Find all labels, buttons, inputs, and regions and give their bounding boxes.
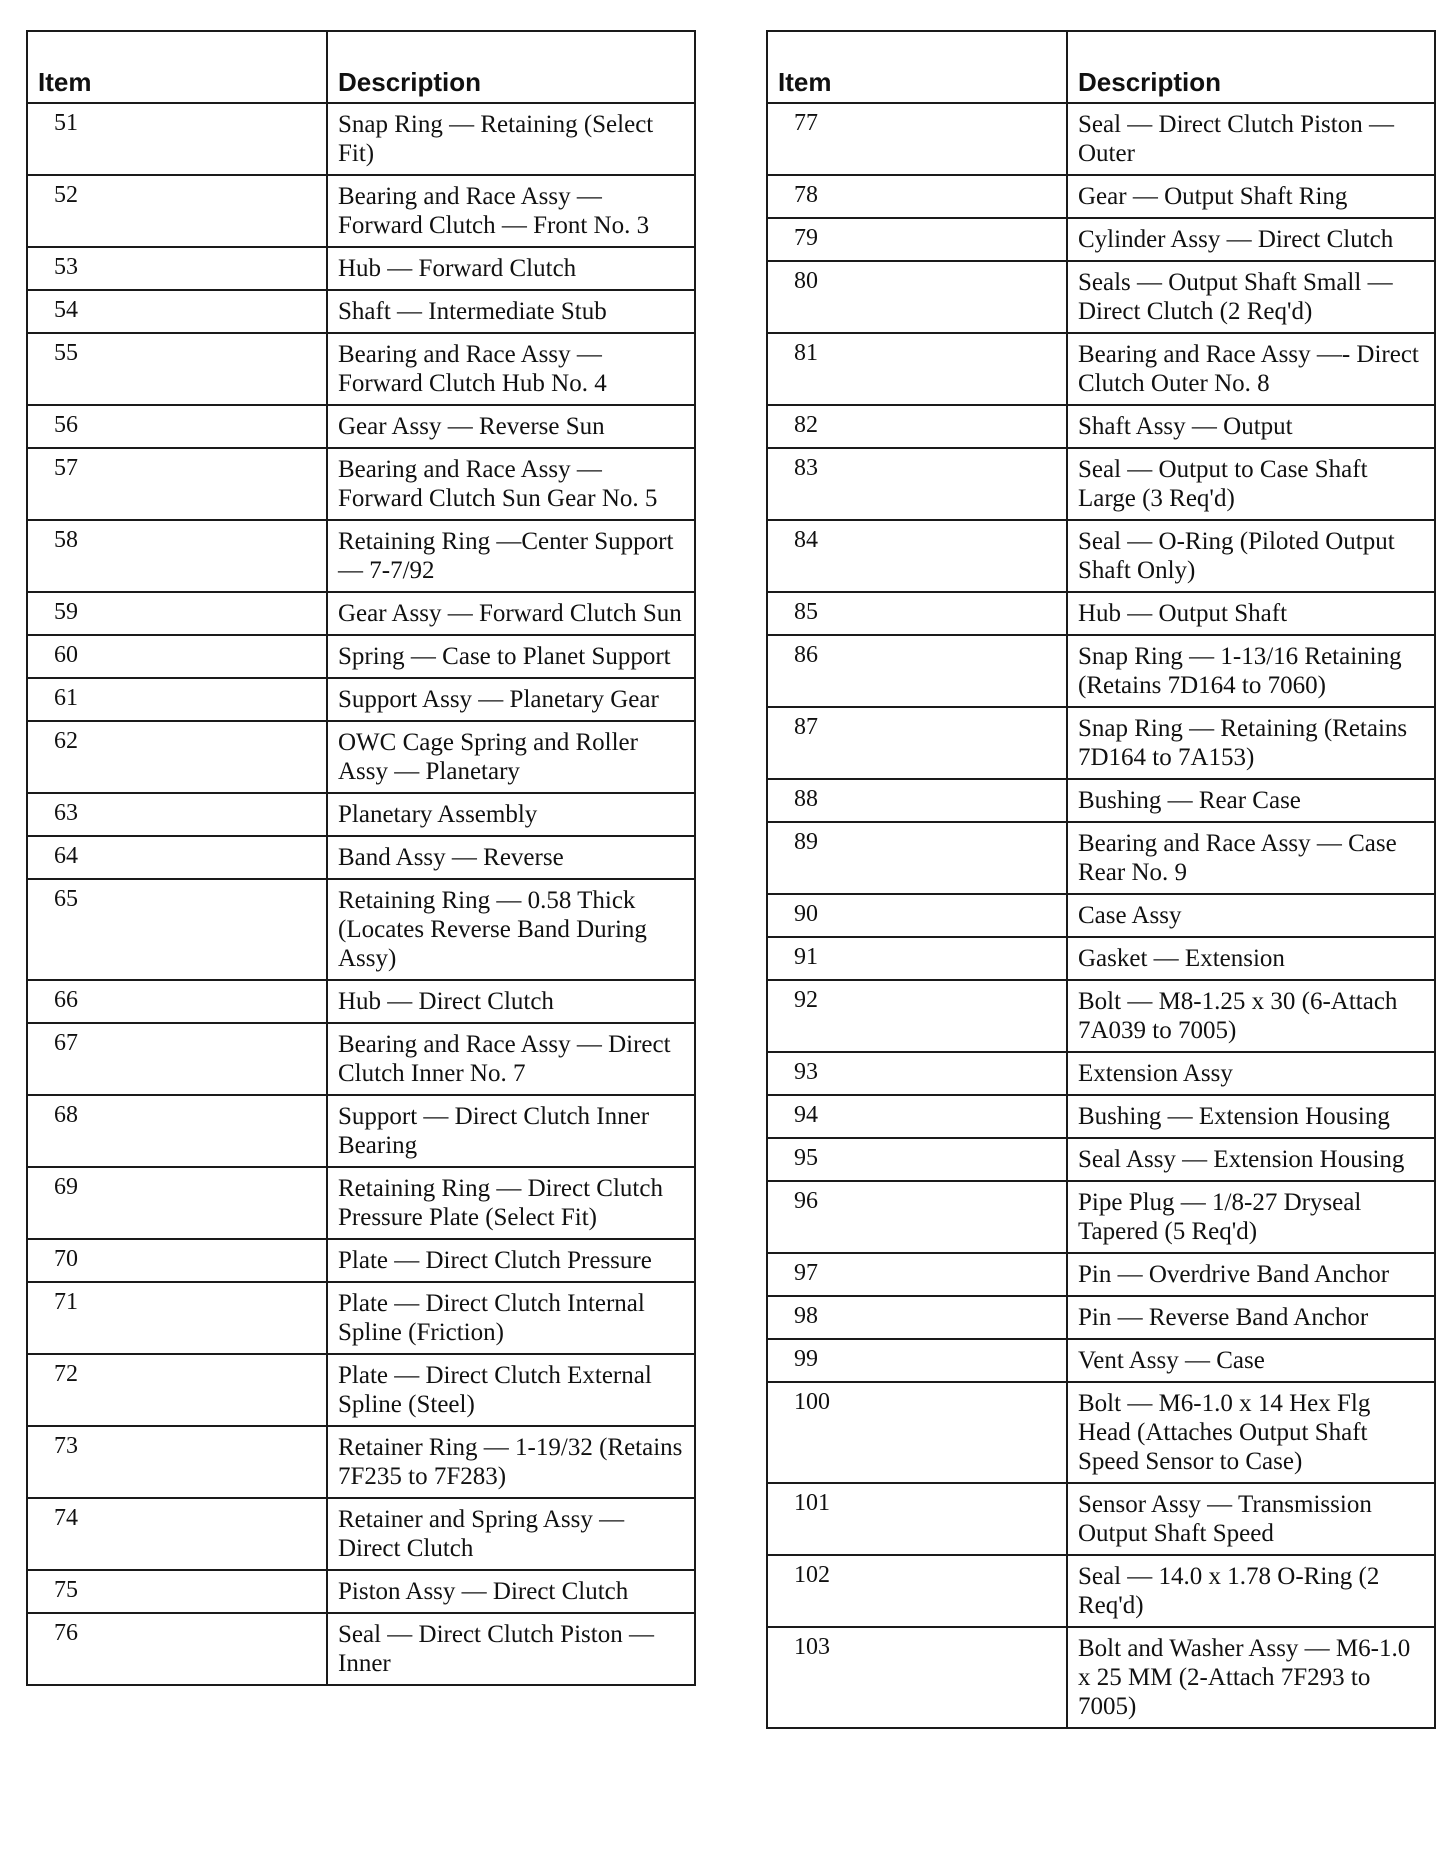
- table-row: [27, 1095, 695, 1167]
- item-number: 75: [27, 1570, 327, 1613]
- item-description: Seal — O-Ring (Piloted Output Shaft Only): [1067, 520, 1435, 592]
- table-row: [767, 218, 1435, 261]
- table-header-row: [767, 31, 1435, 103]
- item-number: 76: [27, 1613, 327, 1685]
- item-number: 61: [27, 678, 327, 721]
- table-row: [767, 822, 1435, 894]
- item-number: 92: [767, 980, 1067, 1052]
- item-description: Shaft Assy — Output: [1067, 405, 1435, 448]
- table-row: [767, 1052, 1435, 1095]
- item-description: Bushing — Extension Housing: [1067, 1095, 1435, 1138]
- column-header-description: Description: [327, 31, 695, 103]
- table-row: [27, 247, 695, 290]
- table-body: [767, 103, 1435, 1728]
- item-description: Pin — Reverse Band Anchor: [1067, 1296, 1435, 1339]
- item-description: Support Assy — Planetary Gear: [327, 678, 695, 721]
- column-header-item: Item: [767, 31, 1067, 103]
- item-number: 62: [27, 721, 327, 793]
- item-number: 95: [767, 1138, 1067, 1181]
- table-row: [27, 333, 695, 405]
- parts-table-right: [766, 30, 1436, 1729]
- table-row: [767, 103, 1435, 175]
- item-description: Cylinder Assy — Direct Clutch: [1067, 218, 1435, 261]
- item-description: Support — Direct Clutch Inner Bearing: [327, 1095, 695, 1167]
- item-number: 66: [27, 980, 327, 1023]
- item-description: Bearing and Race Assy — Forward Clutch Hub No. 4: [327, 333, 695, 405]
- item-description: Band Assy — Reverse: [327, 836, 695, 879]
- item-number: 87: [767, 707, 1067, 779]
- item-description: Snap Ring — Retaining (Retains 7D164 to 7A153): [1067, 707, 1435, 779]
- item-description: Seal — Output to Case Shaft Large (3 Req'd): [1067, 448, 1435, 520]
- table-row: [767, 448, 1435, 520]
- item-description: Sensor Assy — Transmission Output Shaft Speed: [1067, 1483, 1435, 1555]
- parts-table: [26, 30, 696, 1686]
- table-row: [27, 290, 695, 333]
- table-row: [767, 937, 1435, 980]
- item-number: 90: [767, 894, 1067, 937]
- item-description: Retaining Ring — 0.58 Thick (Locates Reverse Band During Assy): [327, 879, 695, 980]
- table-row: [27, 635, 695, 678]
- item-number: 94: [767, 1095, 1067, 1138]
- item-description: Piston Assy — Direct Clutch: [327, 1570, 695, 1613]
- item-number: 60: [27, 635, 327, 678]
- item-description: Seal Assy — Extension Housing: [1067, 1138, 1435, 1181]
- item-description: Hub — Direct Clutch: [327, 980, 695, 1023]
- item-description: Hub — Output Shaft: [1067, 592, 1435, 635]
- table-row: [767, 779, 1435, 822]
- item-number: 79: [767, 218, 1067, 261]
- item-description: Bushing — Rear Case: [1067, 779, 1435, 822]
- item-number: 85: [767, 592, 1067, 635]
- item-description: Gasket — Extension: [1067, 937, 1435, 980]
- item-number: 69: [27, 1167, 327, 1239]
- table-row: [767, 1296, 1435, 1339]
- table-row: [27, 678, 695, 721]
- item-description: Gear — Output Shaft Ring: [1067, 175, 1435, 218]
- item-description: Snap Ring — Retaining (Select Fit): [327, 103, 695, 175]
- item-number: 53: [27, 247, 327, 290]
- item-description: Bolt — M8-1.25 x 30 (6-Attach 7A039 to 7005): [1067, 980, 1435, 1052]
- table-row: [767, 261, 1435, 333]
- item-number: 86: [767, 635, 1067, 707]
- table-row: [27, 1498, 695, 1570]
- item-number: 51: [27, 103, 327, 175]
- item-number: 78: [767, 175, 1067, 218]
- item-description: OWC Cage Spring and Roller Assy — Planetary: [327, 721, 695, 793]
- table-row: [767, 1095, 1435, 1138]
- item-description: Seal — 14.0 x 1.78 O-Ring (2 Req'd): [1067, 1555, 1435, 1627]
- item-number: 100: [767, 1382, 1067, 1483]
- table-row: [767, 1483, 1435, 1555]
- item-number: 89: [767, 822, 1067, 894]
- table-row: [27, 980, 695, 1023]
- table-row: [27, 1613, 695, 1685]
- item-description: Extension Assy: [1067, 1052, 1435, 1095]
- item-description: Retaining Ring —Center Support — 7-7/92: [327, 520, 695, 592]
- item-number: 101: [767, 1483, 1067, 1555]
- item-number: 96: [767, 1181, 1067, 1253]
- item-number: 99: [767, 1339, 1067, 1382]
- item-number: 67: [27, 1023, 327, 1095]
- item-number: 74: [27, 1498, 327, 1570]
- item-description: Seals — Output Shaft Small — Direct Clutch (2 Req'd): [1067, 261, 1435, 333]
- item-number: 84: [767, 520, 1067, 592]
- table-row: [27, 405, 695, 448]
- table-row: [27, 879, 695, 980]
- table-row: [767, 707, 1435, 779]
- table-row: [27, 1167, 695, 1239]
- item-number: 65: [27, 879, 327, 980]
- item-number: 81: [767, 333, 1067, 405]
- table-row: [767, 405, 1435, 448]
- table-row: [767, 1253, 1435, 1296]
- table-row: [27, 1023, 695, 1095]
- item-description: Case Assy: [1067, 894, 1435, 937]
- table-row: [27, 103, 695, 175]
- item-number: 57: [27, 448, 327, 520]
- table-row: [767, 1555, 1435, 1627]
- item-description: Retainer and Spring Assy — Direct Clutch: [327, 1498, 695, 1570]
- item-number: 97: [767, 1253, 1067, 1296]
- item-number: 52: [27, 175, 327, 247]
- item-description: Bolt and Washer Assy — M6-1.0 x 25 MM (2-Attach 7F293 to 7005): [1067, 1627, 1435, 1728]
- item-number: 91: [767, 937, 1067, 980]
- item-description: Plate — Direct Clutch Pressure: [327, 1239, 695, 1282]
- column-header-description: Description: [1067, 31, 1435, 103]
- item-description: Seal — Direct Clutch Piston — Inner: [327, 1613, 695, 1685]
- item-number: 63: [27, 793, 327, 836]
- table-row: [27, 448, 695, 520]
- table-row: [767, 1138, 1435, 1181]
- item-number: 56: [27, 405, 327, 448]
- item-number: 77: [767, 103, 1067, 175]
- item-number: 55: [27, 333, 327, 405]
- table-row: [27, 520, 695, 592]
- item-description: Bearing and Race Assy — Forward Clutch Sun Gear No. 5: [327, 448, 695, 520]
- item-description: Retaining Ring — Direct Clutch Pressure Plate (Select Fit): [327, 1167, 695, 1239]
- item-number: 98: [767, 1296, 1067, 1339]
- table-row: [767, 1627, 1435, 1728]
- item-number: 58: [27, 520, 327, 592]
- item-description: Bearing and Race Assy — Direct Clutch Inner No. 7: [327, 1023, 695, 1095]
- table-row: [767, 520, 1435, 592]
- item-description: Hub — Forward Clutch: [327, 247, 695, 290]
- table-row: [27, 836, 695, 879]
- table-row: [767, 980, 1435, 1052]
- item-description: Bearing and Race Assy —- Direct Clutch Outer No. 8: [1067, 333, 1435, 405]
- item-description: Plate — Direct Clutch Internal Spline (Friction): [327, 1282, 695, 1354]
- item-description: Pipe Plug — 1/8-27 Dryseal Tapered (5 Req'd): [1067, 1181, 1435, 1253]
- table-row: [767, 1339, 1435, 1382]
- item-description: Spring — Case to Planet Support: [327, 635, 695, 678]
- column-header-item: Item: [27, 31, 327, 103]
- table-row: [767, 635, 1435, 707]
- table-row: [27, 592, 695, 635]
- table-row: [27, 175, 695, 247]
- item-number: 83: [767, 448, 1067, 520]
- table-row: [27, 1239, 695, 1282]
- item-number: 71: [27, 1282, 327, 1354]
- item-description: Retainer Ring — 1-19/32 (Retains 7F235 to 7F283): [327, 1426, 695, 1498]
- item-number: 59: [27, 592, 327, 635]
- item-number: 68: [27, 1095, 327, 1167]
- item-description: Gear Assy — Reverse Sun: [327, 405, 695, 448]
- table-row: [27, 1282, 695, 1354]
- table-row: [27, 1570, 695, 1613]
- item-description: Bearing and Race Assy — Forward Clutch — Front No. 3: [327, 175, 695, 247]
- item-number: 103: [767, 1627, 1067, 1728]
- table-row: [767, 592, 1435, 635]
- table-row: [27, 1354, 695, 1426]
- item-description: Plate — Direct Clutch External Spline (Steel): [327, 1354, 695, 1426]
- item-number: 64: [27, 836, 327, 879]
- item-description: Pin — Overdrive Band Anchor: [1067, 1253, 1435, 1296]
- item-number: 72: [27, 1354, 327, 1426]
- item-description: Snap Ring — 1-13/16 Retaining (Retains 7D164 to 7060): [1067, 635, 1435, 707]
- item-number: 88: [767, 779, 1067, 822]
- item-description: Vent Assy — Case: [1067, 1339, 1435, 1382]
- table-row: [27, 793, 695, 836]
- item-number: 54: [27, 290, 327, 333]
- item-description: Bearing and Race Assy — Case Rear No. 9: [1067, 822, 1435, 894]
- table-row: [27, 1426, 695, 1498]
- parts-table-left: [26, 30, 696, 1686]
- item-number: 70: [27, 1239, 327, 1282]
- item-description: Planetary Assembly: [327, 793, 695, 836]
- item-description: Bolt — M6-1.0 x 14 Hex Flg Head (Attaches Output Shaft Speed Sensor to Case): [1067, 1382, 1435, 1483]
- item-number: 102: [767, 1555, 1067, 1627]
- item-number: 82: [767, 405, 1067, 448]
- table-row: [767, 1181, 1435, 1253]
- table-body: [27, 103, 695, 1685]
- table-row: [27, 721, 695, 793]
- table-row: [767, 894, 1435, 937]
- table-header-row: [27, 31, 695, 103]
- parts-table: [766, 30, 1436, 1729]
- table-row: [767, 333, 1435, 405]
- item-number: 80: [767, 261, 1067, 333]
- table-row: [767, 175, 1435, 218]
- table-row: [767, 1382, 1435, 1483]
- item-number: 73: [27, 1426, 327, 1498]
- item-description: Seal — Direct Clutch Piston — Outer: [1067, 103, 1435, 175]
- item-description: Shaft — Intermediate Stub: [327, 290, 695, 333]
- item-number: 93: [767, 1052, 1067, 1095]
- item-description: Gear Assy — Forward Clutch Sun: [327, 592, 695, 635]
